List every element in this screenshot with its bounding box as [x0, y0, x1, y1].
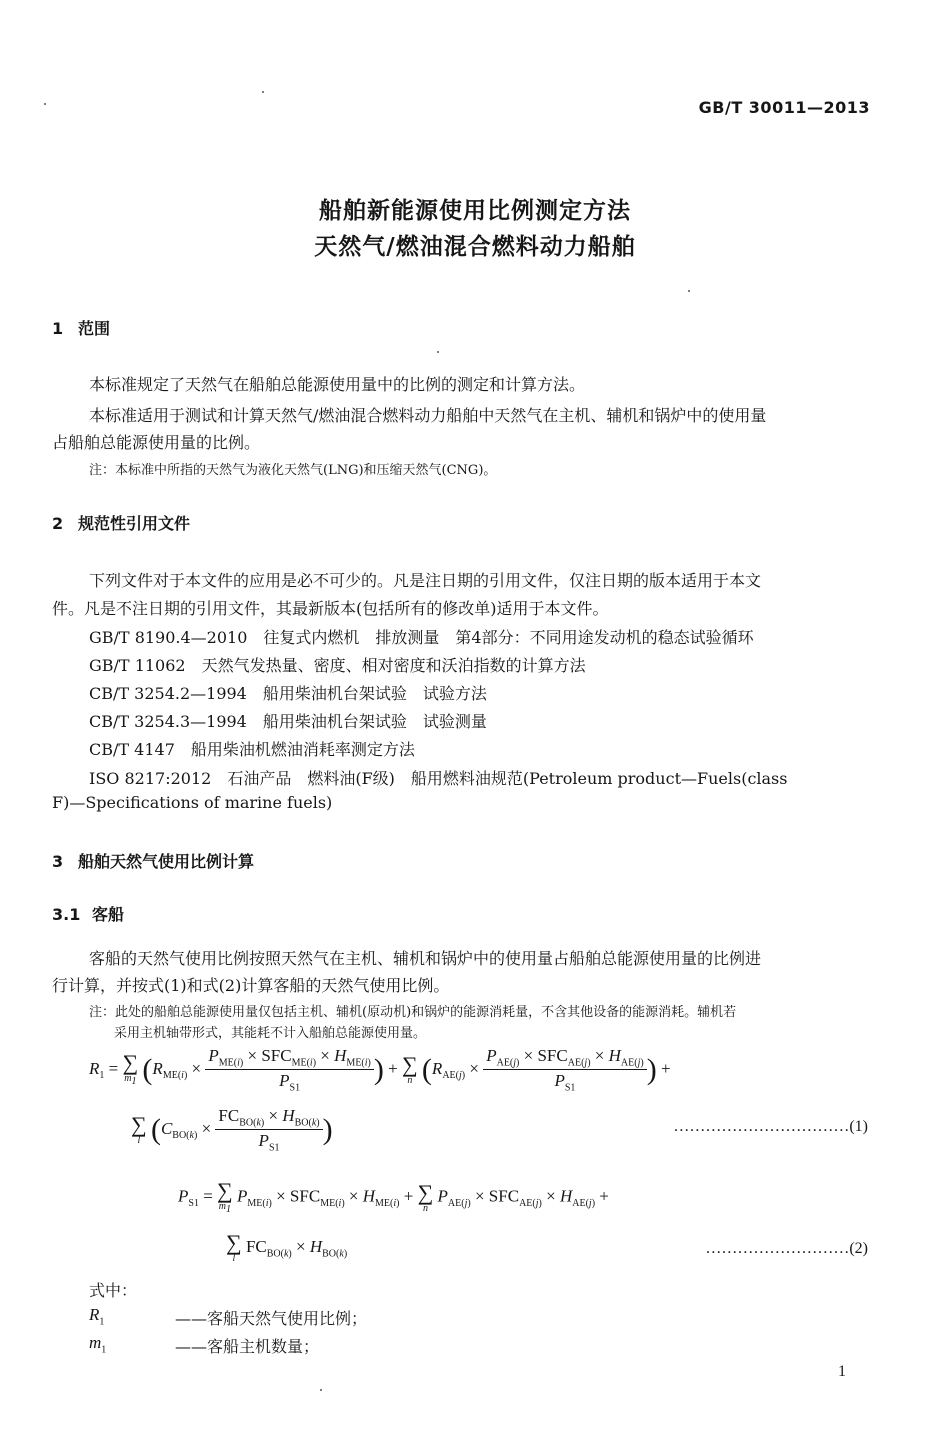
reference-item: CB/T 3254.2—1994 船用柴油机台架试验 试验方法 — [89, 684, 487, 703]
standard-code: GB/T 30011—2013 — [698, 98, 870, 117]
section2-intro-line2: 件。凡是不注日期的引用文件，其最新版本(包括所有的修改单)适用于本文件。 — [52, 599, 609, 618]
section1-para2-line2: 占船舶总能源使用量的比例。 — [52, 433, 261, 452]
scan-speck — [688, 290, 690, 292]
scan-speck — [320, 1389, 322, 1391]
where-description: ——客船主机数量； — [175, 1337, 320, 1356]
reference-item: GB/T 8190.4—2010 往复式内燃机 排放测量 第4部分：不同用途发动机的稳态试验循环 — [89, 628, 754, 647]
section1-title: 范围 — [78, 319, 111, 338]
section1-number: 1 — [52, 319, 64, 338]
scan-speck — [262, 91, 264, 93]
summation-symbol: ∑ n — [401, 1051, 418, 1086]
equation2-number: ………………………(2) — [705, 1240, 868, 1257]
section3-1-para-line1: 客船的天然气使用比例按照天然气在主机、辅机和锅炉中的使用量占船舶总能源使用量的比例进 — [89, 949, 762, 968]
reference-item: ISO 8217:2012 石油产品 燃料油(F级) 船用燃料油规范(Petroleum product—Fuels(class — [89, 769, 788, 788]
summation-symbol: ∑ $m_1$ — [217, 1178, 233, 1215]
where-symbol: $m_1$ — [89, 1333, 107, 1356]
where-description: ——客船天然气使用比例； — [175, 1309, 368, 1328]
section1-heading — [52, 316, 110, 339]
equation1-line2: ∑ l ($C_{BO(k)}$ × $\frac{FC_{BO(k)} \times H_{BO(k)}}{P_{S1}}$ ) — [131, 1106, 333, 1154]
fraction: $\frac{P_{AE(j)} \times SFC_{AE(j)} \times H_{AE(j)}}{P_{S1}}$ — [483, 1046, 647, 1094]
section2-heading — [52, 511, 190, 534]
section2-number: 2 — [52, 514, 64, 533]
summation-symbol: ∑ l — [131, 1111, 147, 1146]
section3-1-note-line1: 注：此处的船舶总能源使用量仅包括主机、辅机(原动机)和锅炉的能源消耗量，不含其他设备的能源消耗。辅机若 — [89, 1005, 737, 1020]
section3-title: 船舶天然气使用比例计算 — [78, 852, 255, 871]
document-title-line1: 船舶新能源使用比例测定方法 — [319, 198, 631, 224]
reference-continuation: F)—Specifications of marine fuels) — [52, 793, 333, 812]
equation1-number: ……………………………(1) — [673, 1118, 868, 1135]
summation-symbol: ∑ n — [417, 1179, 434, 1214]
where-symbol: $R_1$ — [89, 1305, 105, 1328]
where-label: 式中： — [89, 1281, 138, 1300]
section3-heading — [52, 849, 254, 872]
reference-item: CB/T 4147 船用柴油机燃油消耗率测定方法 — [89, 740, 415, 759]
fraction: $\frac{FC_{BO(k)} \times H_{BO(k)}}{P_{S1}}$ — [215, 1106, 322, 1154]
section3-number: 3 — [52, 852, 64, 871]
section1-para2-line1: 本标准适用于测试和计算天然气/燃油混合燃料动力船舶中天然气在主机、辅机和锅炉中的使用量 — [89, 406, 767, 425]
equation2-line1: $P_{S1}$ = ∑ $m_1$ $P_{ME(i)} \times SFC_{ME(i)} \times H_{ME(i)}$ + ∑ n $P_{AE(j)} \times SFC_{AE(j)} \times H_{AE(j)}$ + — [178, 1178, 609, 1215]
reference-item: CB/T 3254.3—1994 船用柴油机台架试验 试验测量 — [89, 712, 487, 731]
section1-note: 注：本标准中所指的天然气为液化天然气(LNG)和压缩天然气(CNG)。 — [89, 463, 497, 478]
reference-item: GB/T 11062 天然气发热量、密度、相对密度和沃泊指数的计算方法 — [89, 656, 586, 675]
fraction: $\frac{P_{ME(i)} \times SFC_{ME(i)} \times H_{ME(i)}}{P_{S1}}$ — [205, 1046, 374, 1094]
section2-intro-line1: 下列文件对于本文件的应用是必不可少的。凡是注日期的引用文件，仅注日期的版本适用于本文 — [89, 571, 762, 590]
scan-speck — [437, 351, 439, 353]
section3-1-title: 客船 — [92, 905, 125, 924]
summation-symbol: ∑ l — [226, 1230, 242, 1264]
equation1-line1: $R_1$ = ∑ $m_1$ ($R_{ME(i)}$ × $\frac{P_{ME(i)} \times SFC_{ME(i)} \times H_{ME(i)}}{P_{S1}}$ ) + ∑ n ($R_{AE(j)}$ × $\frac{P_{AE(j)} \times SFC_{AE(j)} \times H_{AE(j)}}{P_{S1}}$ ) + — [89, 1046, 671, 1094]
page-number: 1 — [838, 1363, 846, 1380]
scan-speck — [44, 103, 46, 105]
section2-title: 规范性引用文件 — [78, 514, 191, 533]
section3-1-para-line2: 行计算，并按式(1)和式(2)计算客船的天然气使用比例。 — [52, 976, 450, 995]
equation2-line2: ∑ l $FC_{BO(k)} \times H_{BO(k)}$ — [226, 1230, 348, 1264]
document-title-line2: 天然气/燃油混合燃料动力船舶 — [314, 234, 636, 260]
section3-1-heading — [52, 902, 124, 925]
summation-symbol: ∑ $m_1$ — [122, 1050, 139, 1088]
section3-1-number: 3.1 — [52, 905, 81, 924]
section3-1-note-line2: 采用主机轴带形式，其能耗不计入船舶总能源使用量。 — [114, 1026, 427, 1041]
section1-para1: 本标准规定了天然气在船舶总能源使用量中的比例的测定和计算方法。 — [89, 375, 586, 394]
